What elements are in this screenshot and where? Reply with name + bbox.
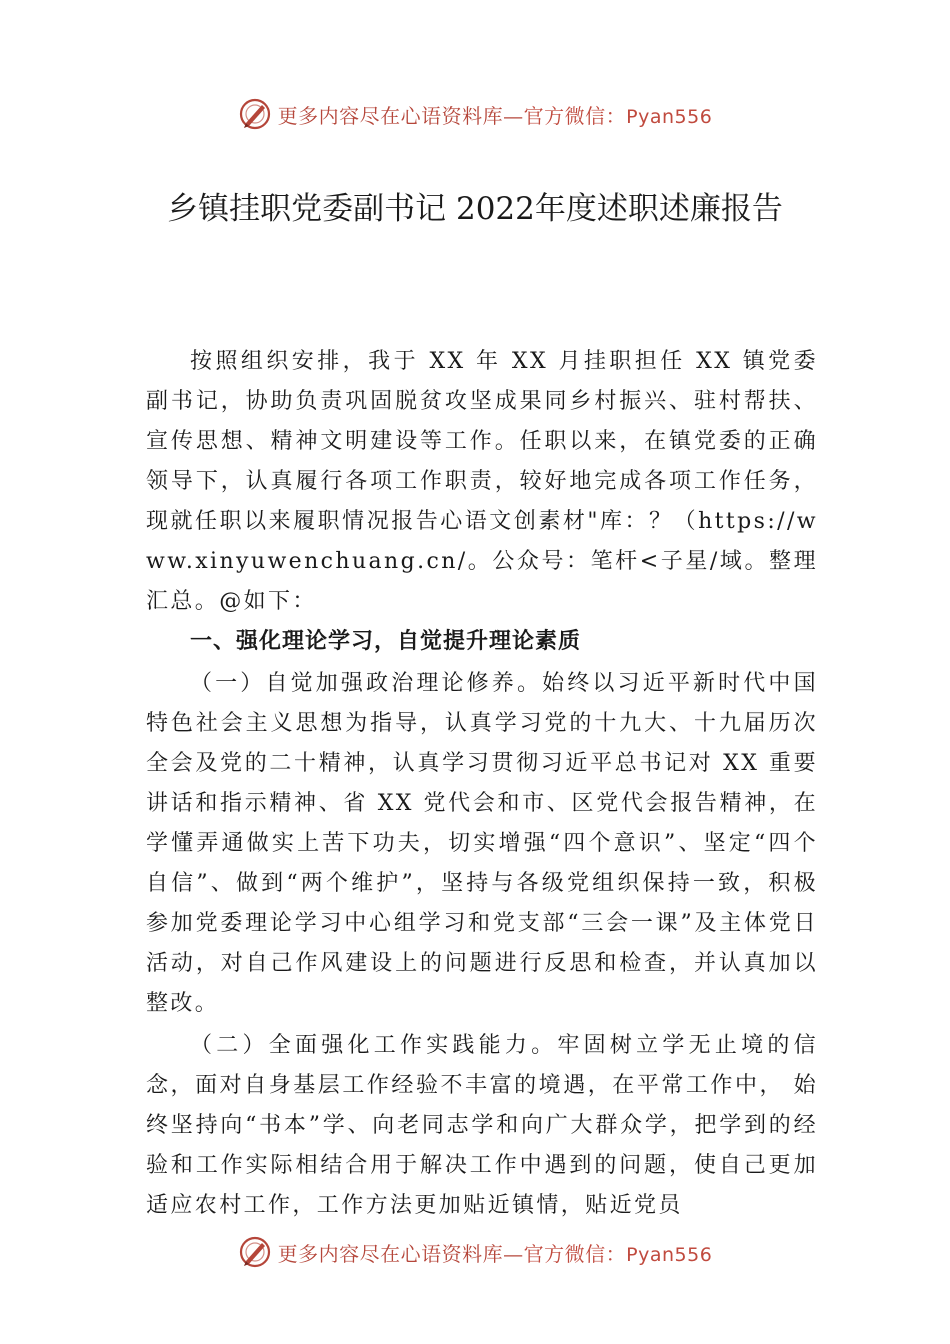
watermark-brand: 更多内容尽在心语资料库 <box>277 103 504 128</box>
watermark-dash: — <box>503 1241 524 1266</box>
watermark-text <box>278 100 713 129</box>
paragraph-intro: 按照组织安排，我于 XX 年 XX 月挂职担任 XX 镇党委副书记，协助负责巩固脱贫攻坚成果同乡村振兴、驻村帮扶、宣传思想、精神文明建设等工作。任职以来，在镇党委的正确领导下，认真履行各项工作职责，较好地完成各项工作任务，现就任职以来履职情况报告心语文创素材"库：？（https://www.xinyuwenchuang.cn/。公众号：笔杆<子星/域。整理汇总。@如下： <box>146 349 818 614</box>
pen-logo-icon <box>238 97 272 131</box>
paragraph-political-theory: （一）自觉加强政治理论修养。始终以习近平新时代中国特色社会主义思想为指导，认真学习党的十九大、十九届历次全会及党的二十精神，认真学习贯彻习近平总书记对 XX 重要讲话和指示精神、省 XX 党代会和市、区党代会报告精神，在学懂弄通做实上苦下功夫，切实增强“四个意识”、坚定“四个自信”、做到“两个维护”，坚持与各级党组织保持一致，积极参加党委理论学习中心组学习和党支部“三会一课”及主体党日活动，对自己作风建设上的问题进行反思和检查，并认真加以整改。 <box>146 671 818 1016</box>
document-body <box>146 342 818 1226</box>
paragraph-work-practice: （二）全面强化工作实践能力。牢固树立学无止境的信念，面对自身基层工作经验不丰富的境遇，在平常工作中， 始终坚持向“书本”学、向老同志学和向广大群众学，把学到的经验和工作实际相结合用于解决工作中遇到的问题，使自己更加适应农村工作，工作方法更加贴近镇情，贴近党员 <box>146 1033 818 1218</box>
watermark-wechat-label: 官方微信： <box>523 1241 627 1266</box>
section-heading: 一、强化理论学习，自觉提升理论素质 <box>190 629 582 654</box>
footer-watermark <box>0 1232 950 1272</box>
document-title: 乡镇挂职党委副书记 2022年度述职述廉报告 <box>167 191 783 227</box>
header-watermark <box>0 94 950 134</box>
pen-logo-icon <box>238 1235 272 1269</box>
watermark-wechat-id: Pyan556 <box>626 1243 713 1266</box>
watermark-wechat-id: Pyan556 <box>626 105 713 128</box>
watermark-wechat-label: 官方微信： <box>523 103 627 128</box>
watermark-text <box>278 1238 713 1267</box>
watermark-dash: — <box>503 103 524 128</box>
watermark-brand: 更多内容尽在心语资料库 <box>277 1241 504 1266</box>
